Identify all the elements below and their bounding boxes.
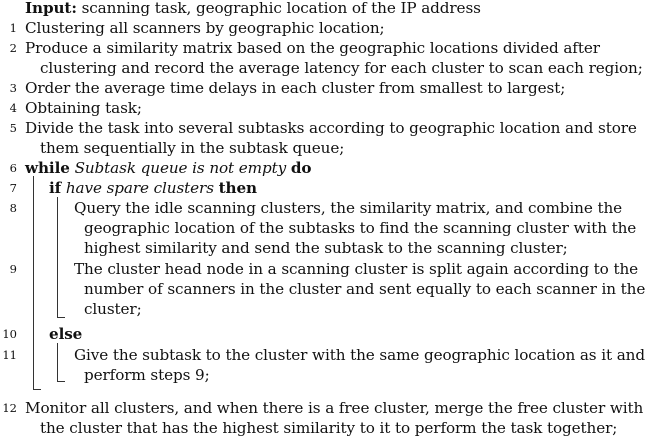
step-2-continuation: clustering and record the average latency for each cluster to scan each region; xyxy=(40,59,643,77)
while-block-guide xyxy=(33,176,34,389)
line-number: 5 xyxy=(9,121,17,135)
line-number: 1 xyxy=(9,21,17,35)
step-2-text: Produce a similarity matrix based on the geographic locations divided after xyxy=(25,39,600,57)
then-keyword: then xyxy=(218,179,258,197)
step-1-text: Clustering all scanners by geographic location; xyxy=(25,19,385,37)
step-5-continuation: them sequentially in the subtask queue; xyxy=(40,139,345,157)
while-block-guide-end xyxy=(33,389,41,390)
else-keyword: else xyxy=(49,325,83,343)
if-block-guide xyxy=(57,197,58,317)
step-5-text: Divide the task into several subtasks according to geographic location and store xyxy=(25,119,637,137)
if-block-guide-end xyxy=(57,317,65,318)
input-label: Input: xyxy=(25,0,77,17)
step-12-line-1: Monitor all clusters, and when there is a free cluster, merge the free cluster with xyxy=(25,399,644,417)
step-9-line-3: cluster; xyxy=(84,300,142,318)
step-11-line-1: Give the subtask to the cluster with the same geographic location as it and xyxy=(74,346,645,364)
else-block-guide-end xyxy=(57,381,65,382)
else-block-guide xyxy=(57,343,58,381)
input-text: scanning task, geographic location of the IP address xyxy=(81,0,481,17)
step-12-line-2: the cluster that has the highest similarity to it to perform the task together; xyxy=(40,419,618,437)
step-8-line-2: geographic location of the subtasks to find the scanning cluster with the xyxy=(84,219,637,237)
step-4-text: Obtaining task; xyxy=(25,99,142,117)
step-8-line-3: highest similarity and send the subtask to the scanning cluster; xyxy=(84,239,568,257)
step-3-text: Order the average time delays in each cluster from smallest to largest; xyxy=(25,79,566,97)
if-line xyxy=(49,178,257,198)
while-line xyxy=(25,158,311,178)
line-number: 4 xyxy=(9,101,17,115)
line-number: 11 xyxy=(2,348,17,362)
line-number: 2 xyxy=(9,41,17,55)
line-number: 7 xyxy=(9,181,17,195)
while-keyword: while xyxy=(25,159,70,177)
line-number: 9 xyxy=(9,262,17,276)
step-11-line-2: perform steps 9; xyxy=(84,366,210,384)
line-number: 6 xyxy=(9,161,17,175)
do-keyword: do xyxy=(290,159,312,177)
line-number: 3 xyxy=(9,81,17,95)
while-condition: Subtask queue is not empty xyxy=(74,159,287,177)
line-number: 8 xyxy=(9,201,17,215)
line-number: 12 xyxy=(2,401,17,415)
step-8-line-1: Query the idle scanning clusters, the similarity matrix, and combine the xyxy=(74,199,623,217)
line-number: 10 xyxy=(2,327,17,341)
input-line xyxy=(25,0,481,18)
if-keyword: if xyxy=(49,179,62,197)
if-condition: have spare clusters xyxy=(65,179,214,197)
step-9-line-1: The cluster head node in a scanning cluster is split again according to the xyxy=(74,260,639,278)
step-9-line-2: number of scanners in the cluster and sent equally to each scanner in the xyxy=(84,280,645,298)
